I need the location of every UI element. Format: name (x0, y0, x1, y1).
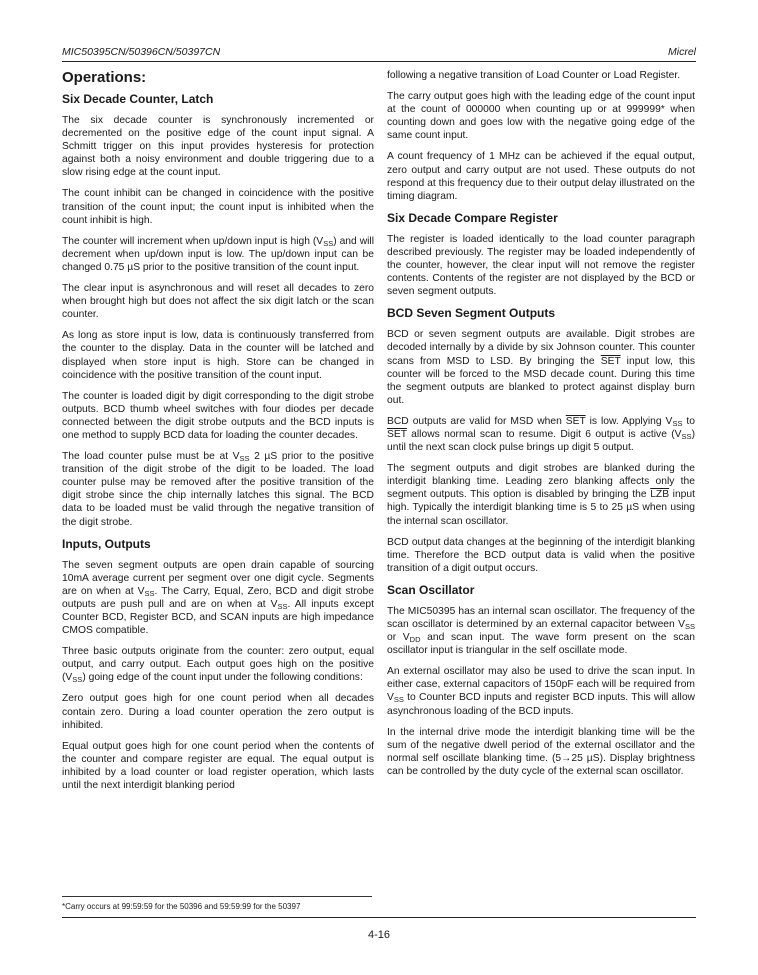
right-column (387, 69, 695, 786)
paragraph: The clear input is asynchronous and will reset all decades to zero when brought high but does not affect the six digit latch or the scan counter. (62, 283, 374, 321)
footer-rule (62, 917, 696, 918)
subheading-inputs-outputs: Inputs, Outputs (62, 536, 151, 551)
section-title: Operations: (62, 69, 147, 86)
paragraph: BCD outputs are valid for MSD when $\overline{SET}$ is low. Applying $V_{SS}$ to $\overline{SET}$ allows normal scan to resume. Digit 6 output is active $(V_{SS})$ until the next scan clock pulse brings up digit 5 output. (387, 415, 695, 454)
page-number: 4-16 (367, 929, 391, 941)
paragraph: BCD output data changes at the beginning of the interdigit blanking time. Therefore the BCD output data is valid when the positive transition of a digit output occurs. (387, 536, 695, 574)
paragraph: A count frequency of 1 MHz can be achieved if the equal output, zero output and carry output are not used. These outputs do not respond at this frequency due to their output delay illustrated on the timing diagram. (387, 151, 695, 202)
paragraph: Three basic outputs originate from the counter: zero output, equal output, and carry output. Each output goes high on the positive $(V_{SS})$ going edge of the count input under the following conditions: (62, 646, 374, 685)
header-brand: Micrel (668, 46, 696, 58)
paragraph: The carry output goes high with the leading edge of the count input at the count of 000000 when counting up or at 999999* when counting down and goes low with the negative going edge of the same count input. (387, 91, 695, 142)
paragraph: The segment outputs and digit strobes are blanked during the interdigit blanking time. Leading zero blanking affects only the segment outputs. This option is disabled by bringing the $\overline{LZB}$ input high. Typically the interdigit blanking time is 5 to 25 µS when using the internal scan oscillator. (387, 463, 695, 527)
subheading-scan-oscillator: Scan Oscillator (387, 582, 475, 597)
subheading-compare-register: Six Decade Compare Register (387, 210, 558, 225)
footnote-rule (62, 896, 372, 897)
left-column (62, 66, 374, 800)
paragraph: Equal output goes high for one count period when the contents of the counter and compare register are equal. The equal output is inhibited by a load counter or load register operation, which lasts until the next interdigit blanking period (62, 740, 374, 792)
paragraph: An external oscillator may also be used to drive the scan input. In either case, external capacitors of 150pF each will be required from $V_{SS}$ to Counter BCD inputs and register BCD inputs. This will allow asynchronous loading of the BCD inputs. (387, 666, 695, 717)
paragraph: The seven segment outputs are open drain capable of sourcing 10mA average current per segment over one digit cycle. Segments are on when at $V_{SS}$. The Carry, Equal, Zero, BCD and digit strobe outputs are push pull and are on when at $V_{SS}$. All inputs except Counter BCD, Register BCD, and SCAN inputs are high impedance CMOS compatible. (62, 559, 374, 637)
paragraph: The six decade counter is synchronously incremented or decremented on the positive edge of the count input signal. A Schmitt trigger on this input provides hysteresis for protection against both a noisy environment and double triggering due to a slow rising edge at the count input. (62, 115, 374, 179)
footnote: *Carry occurs at 99:59:59 for the 50396 and 59:59:99 for the 50397 (62, 902, 301, 911)
paragraph: Zero output goes high for one count period when all decades contain zero. During a load counter operation the zero output is inhibited. (62, 693, 374, 731)
paragraph: As long as store input is low, data is continuously transferred from the counter to the display. Data in the counter will be latched and displayed when store input is high. Store can be changed in coincidence with the positive transition of the count input. (62, 330, 374, 381)
header-part-number: MIC50395CN/50396CN/50397CN (62, 46, 221, 58)
paragraph: The load counter pulse must be at $V_{SS}$ 2 µS prior to the positive transition of the digit strobe of the digit to be loaded. The load counter pulse may be removed after the positive transition of the digit strobe since the chip internally latches this signal. The BCD data to be loaded must be valid through the negative transition of the digit strobe. (62, 451, 374, 528)
subheading-counter-latch: Six Decade Counter, Latch (62, 92, 214, 106)
paragraph: following a negative transition of Load Counter or Load Register. (387, 70, 681, 81)
paragraph: The MIC50395 has an internal scan oscillator. The frequency of the scan oscillator is determined by an external capacitor between $V_{SS}$ or $V_{DD}$ and scan input. The wave form present on the scan oscillator input is triangular in the self oscillate mode. (387, 605, 695, 657)
paragraph: The count inhibit can be changed in coincidence with the positive transition of the count input; the count input is inhibited when the count inhibit is high. (62, 188, 374, 226)
paragraph: The register is loaded identically to the load counter paragraph described previously. The register may be loaded independently of the counter, however, the clear input will not remove the register contents. Contents of the register are not displayed by the BCD or seven segment outputs. (387, 233, 695, 298)
header-rule (62, 61, 696, 62)
paragraph: BCD or seven segment outputs are available. Digit strobes are decoded internally by a divide by six Johnson counter. This counter scans from MSD to LSD. By bringing the $\overline{SET}$ input low, this counter will be forced to the MSD decade count. During this time the segment outputs are blanked to protect against display burn out. (387, 329, 695, 406)
paragraph: In the internal drive mode the interdigit blanking time will be the sum of the negative dwell period of the external oscillator and the normal self oscillate blanking time. (5→25 µS). Display brightness can be controlled by the duty cycle of the external scan oscillator. (387, 726, 695, 777)
paragraph: The counter is loaded digit by digit corresponding to the digit strobe outputs. BCD thumb wheel switches with four diodes per decade connected between the digit strobe outputs and the BCD inputs is one method to supply BCD data for loading the counter decades. (62, 390, 374, 441)
subheading-bcd-outputs: BCD Seven Segment Outputs (387, 306, 556, 321)
paragraph: The counter will increment when up/down input is high $(V_{SS})$ and will decrement when up/down input is low. The up/down input can be changed 0.75 µS prior to the positive transition of the count input. (62, 235, 375, 273)
